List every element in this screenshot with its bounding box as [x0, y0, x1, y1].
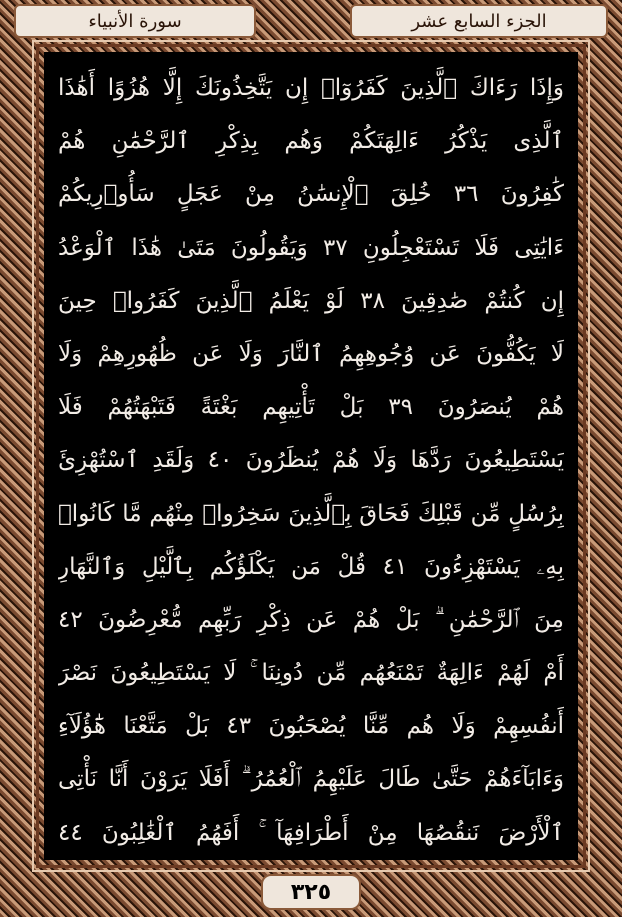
text-line-6: لَا يَكُفُّونَ عَن وُجُوهِهِمُ ٱلنَّارَ وَلَا عَن ظُهُورِهِمْ وَلَا — [58, 340, 564, 367]
surah-header — [14, 4, 256, 38]
text-line-14: وَءَابَآءَهُمْ حَتَّىٰ طَالَ عَلَيْهِمُ ٱلْعُمُرُ ۗ أَفَلَا يَرَوْنَ أَنَّا نَأْتِى — [58, 766, 564, 793]
juz-title: الجزء السابع عشر — [411, 10, 547, 32]
text-line-7: هُمْ يُنصَرُونَ ٣٩ بَلْ تَأْتِيهِم بَغْتَةً فَتَبْهَتُهُمْ فَلَا — [58, 394, 564, 421]
text-line-3: كَٰفِرُونَ ٣٦ خُلِقَ ٱلْإِنسَٰنُ مِنْ عَجَلٍ سَأُو۟رِيكُمْ — [58, 181, 564, 208]
text-line-9: بِرُسُلٍ مِّن قَبْلِكَ فَحَاقَ بِٱلَّذِينَ سَخِرُوا۟ مِنْهُم مَّا كَانُوا۟ — [58, 500, 564, 527]
text-line-1: وَإِذَا رَءَاكَ ٱلَّذِينَ كَفَرُوٓا۟ إِن يَتَّخِذُونَكَ إِلَّا هُزُوًا أَهَٰذَا — [58, 75, 564, 101]
text-line-5: إِن كُنتُمْ صَٰدِقِينَ ٣٨ لَوْ يَعْلَمُ ٱلَّذِينَ كَفَرُوا۟ حِينَ — [58, 287, 564, 314]
text-line-2: ٱلَّذِى يَذْكُرُ ءَالِهَتَكُمْ وَهُم بِذِكْرِ ٱلرَّحْمَٰنِ هُمْ — [58, 128, 564, 155]
text-line-15: ٱلْأَرْضَ نَنقُصُهَا مِنْ أَطْرَافِهَآ ۚ أَفَهُمُ ٱلْغَٰلِبُونَ ٤٤ — [58, 819, 564, 846]
text-line-4: ءَايَٰتِى فَلَا تَسْتَعْجِلُونِ ٣٧ وَيَقُولُونَ مَتَىٰ هَٰذَا ٱلْوَعْدُ — [58, 234, 564, 261]
surah-title: سورة الأنبياء — [88, 10, 182, 32]
text-line-13: أَنفُسِهِمْ وَلَا هُم مِّنَّا يُصْحَبُونَ ٤٣ بَلْ مَتَّعْنَا هَٰٓؤُلَآءِ — [58, 713, 564, 740]
page-number-badge — [261, 874, 361, 910]
text-line-12: أَمْ لَهُمْ ءَالِهَةٌ تَمْنَعُهُم مِّن دُونِنَا ۚ لَا يَسْتَطِيعُونَ نَصْرَ — [58, 660, 564, 687]
juz-header — [350, 4, 608, 38]
page-number: ٣٢٥ — [290, 879, 332, 905]
text-line-11: مِنَ ٱلرَّحْمَٰنِ ۗ بَلْ هُمْ عَن ذِكْرِ رَبِّهِم مُّعْرِضُونَ ٤٢ — [58, 606, 564, 633]
text-line-10: بِهِۦ يَسْتَهْزِءُونَ ٤١ قُلْ مَن يَكْلَؤُكُم بِٱلَّيْلِ وَٱلنَّهَارِ — [58, 553, 564, 580]
quran-text-panel — [44, 52, 578, 860]
text-line-8: يَسْتَطِيعُونَ رَدَّهَا وَلَا هُمْ يُنظَرُونَ ٤٠ وَلَقَدِ ٱسْتُهْزِئَ — [58, 447, 564, 474]
